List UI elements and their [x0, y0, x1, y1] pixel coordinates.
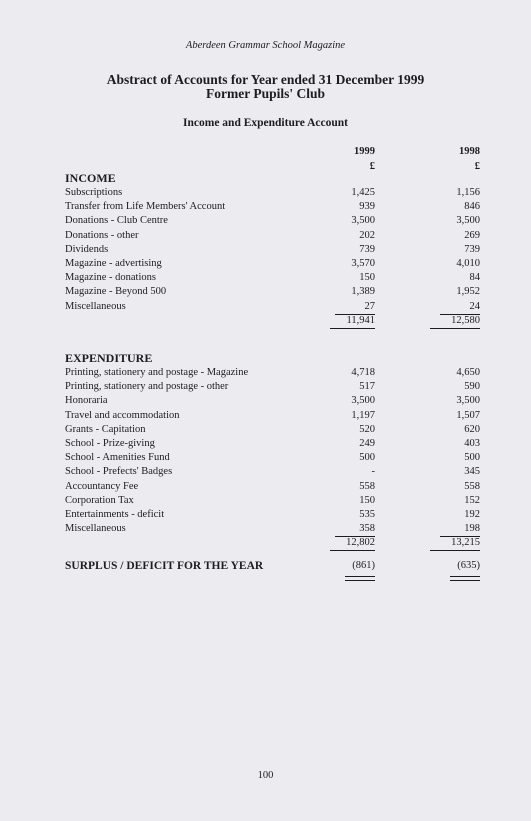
- value-1999: 500: [359, 452, 375, 464]
- table-row: [65, 200, 485, 214]
- value-1999: 4,718: [351, 367, 375, 378]
- value-1998: 84: [469, 272, 480, 284]
- row-label: Magazine - Beyond 500: [65, 286, 167, 298]
- title-line-2: Former Pupils' Club: [205, 86, 325, 101]
- table-row: [65, 214, 485, 228]
- table-row: [65, 257, 485, 271]
- account-subtitle: Income and Expenditure Account: [183, 117, 348, 129]
- table-row: [65, 285, 485, 299]
- value-1998: 558: [464, 480, 480, 492]
- value-1998: 152: [464, 494, 480, 506]
- table-row: [65, 186, 485, 200]
- row-label: Printing, stationery and postage - other: [65, 381, 229, 393]
- value-1999: 1,197: [351, 409, 375, 421]
- table-row: [65, 271, 485, 285]
- value-1998: 1,156: [456, 187, 480, 198]
- value-1998: 345: [464, 466, 480, 478]
- value-1998: 198: [440, 522, 480, 537]
- value-1999: 535: [359, 508, 375, 520]
- row-label: Printing, stationery and postage - Magazine: [65, 367, 249, 378]
- value-1998: 3,500: [456, 215, 480, 227]
- value-1999: 202: [359, 229, 375, 241]
- table-row: [65, 437, 485, 451]
- table-row: [65, 366, 485, 380]
- row-label: Miscellaneous: [65, 300, 126, 312]
- row-label: Travel and accommodation: [65, 409, 180, 421]
- table-row: [65, 508, 485, 522]
- value-1998: 4,010: [456, 257, 480, 269]
- value-1998: 192: [464, 508, 480, 520]
- table-row: [65, 423, 485, 437]
- table-row: [65, 465, 485, 479]
- column-currency-1999: £: [369, 161, 375, 172]
- surplus-label: SURPLUS / DEFICIT FOR THE YEAR: [65, 560, 264, 572]
- row-label: Grants - Capitation: [65, 423, 146, 435]
- row-label: Miscellaneous: [65, 523, 126, 535]
- value-1998: 620: [464, 423, 480, 435]
- value-1999: -: [371, 466, 375, 478]
- value-1999: 3,570: [351, 257, 375, 269]
- value-1999: 249: [359, 437, 375, 449]
- row-label: Dividends: [65, 243, 109, 255]
- surplus-1998: (635): [457, 560, 480, 571]
- page-number: 100: [257, 770, 274, 781]
- table-row: [65, 229, 485, 243]
- value-1999: 150: [359, 494, 375, 506]
- column-year-1999: 1999: [354, 146, 375, 157]
- column-currency-1998: £: [474, 161, 480, 172]
- surplus-row: [65, 560, 485, 576]
- column-year-1998: 1998: [459, 146, 480, 157]
- value-1999: 558: [359, 480, 375, 492]
- row-label: Donations - other: [65, 229, 139, 241]
- row-label: Magazine - advertising: [65, 257, 162, 269]
- value-1999: 358: [335, 522, 375, 537]
- value-1998: 1,507: [456, 409, 480, 421]
- value-1998: 3,500: [456, 395, 480, 407]
- value-1998: 739: [464, 243, 480, 255]
- table-row: [65, 494, 485, 508]
- value-1998: 1,952: [456, 286, 480, 298]
- row-label: Subscriptions: [65, 187, 123, 198]
- total-row: [65, 536, 485, 550]
- value-1999: 3,500: [351, 215, 375, 227]
- table-row: [65, 243, 485, 257]
- value-1999: 739: [359, 243, 375, 255]
- value-1999: 939: [359, 201, 375, 213]
- double-underline-1999: [345, 576, 375, 581]
- total-1999: 11,941: [330, 314, 375, 329]
- value-1998: 403: [464, 437, 480, 449]
- income-heading: INCOME: [65, 171, 116, 185]
- total-1998: 13,215: [430, 536, 480, 551]
- title-line-1: Abstract of Accounts for Year ended 31 December 1999: [106, 72, 425, 87]
- table-row: [65, 409, 485, 423]
- value-1998: 846: [464, 201, 480, 213]
- table-row: [65, 380, 485, 394]
- value-1999: 150: [359, 272, 375, 284]
- value-1999: 3,500: [351, 395, 375, 407]
- expenditure-heading: EXPENDITURE: [65, 351, 153, 365]
- value-1999: 1,389: [351, 286, 375, 298]
- value-1998: 269: [464, 229, 480, 241]
- table-row: [65, 451, 485, 465]
- total-1998: 12,580: [430, 314, 480, 329]
- row-label: Honoraria: [65, 395, 108, 407]
- value-1999: 27: [335, 300, 375, 315]
- row-label: School - Prefects' Badges: [65, 466, 173, 478]
- value-1998: 4,650: [456, 367, 480, 378]
- row-label: School - Prize-giving: [65, 437, 155, 449]
- running-head: Aberdeen Grammar School Magazine: [185, 40, 346, 51]
- row-label: Donations - Club Centre: [65, 215, 168, 227]
- row-label: Entertainments - deficit: [65, 508, 165, 520]
- value-1998: 500: [464, 452, 480, 464]
- value-1998: 24: [440, 300, 480, 315]
- double-underline-1998: [450, 576, 480, 581]
- row-label: Corporation Tax: [65, 494, 134, 506]
- table-row: [65, 394, 485, 408]
- expenditure-table: [65, 366, 485, 550]
- value-1999: 520: [359, 423, 375, 435]
- row-label: Magazine - donations: [65, 272, 156, 284]
- income-table: [65, 186, 485, 328]
- table-row: [65, 480, 485, 494]
- table-row: [65, 300, 485, 314]
- value-1999: 517: [359, 381, 375, 393]
- total-1999: 12,802: [330, 536, 375, 551]
- value-1998: 590: [464, 381, 480, 393]
- row-label: Transfer from Life Members' Account: [65, 201, 226, 213]
- value-1999: 1,425: [351, 187, 375, 198]
- table-row: [65, 522, 485, 536]
- row-label: Accountancy Fee: [65, 480, 139, 492]
- total-row: [65, 314, 485, 328]
- row-label: School - Amenities Fund: [65, 452, 170, 464]
- surplus-1999: (861): [352, 560, 375, 571]
- document-title: [0, 73, 531, 101]
